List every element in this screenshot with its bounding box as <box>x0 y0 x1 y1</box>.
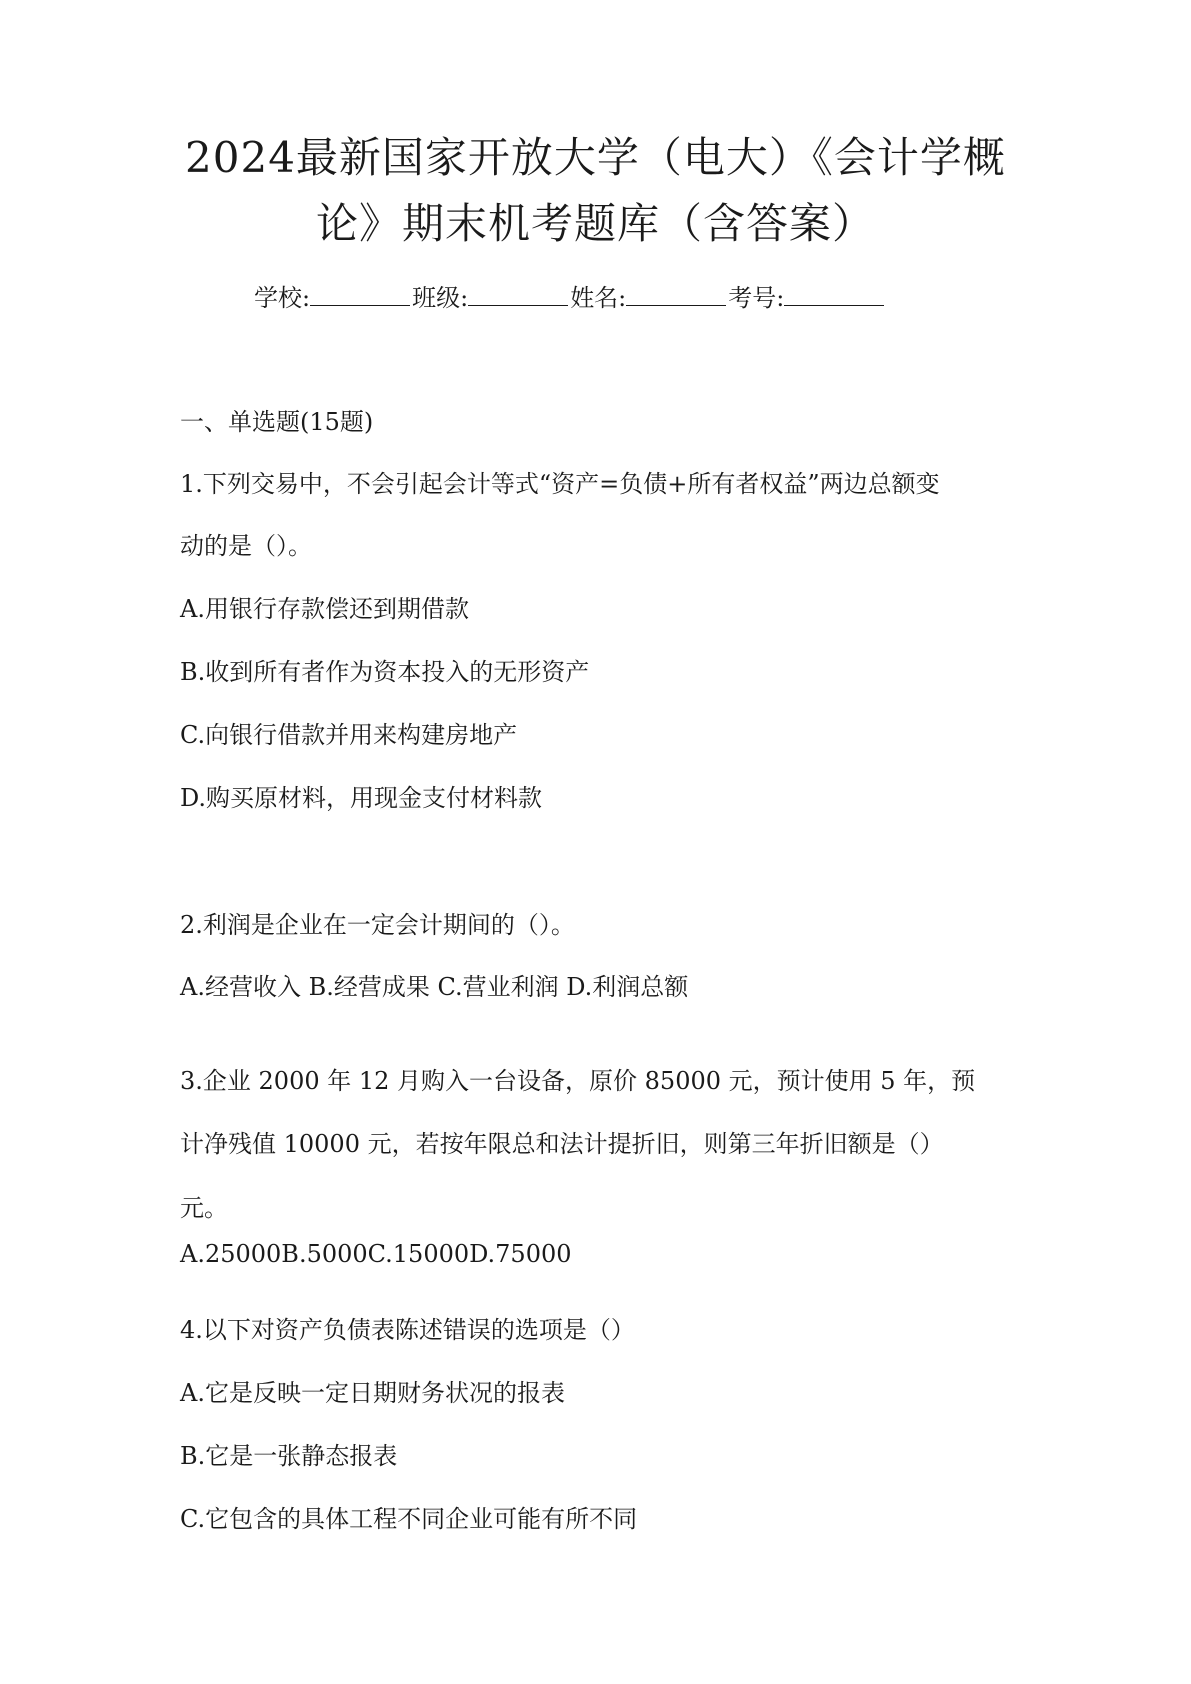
question-2-options: A.经营收入 B.经营成果 C.营业利润 D.利润总额 <box>180 973 689 1001</box>
name-blank[interactable] <box>626 279 726 306</box>
question-3-options: A.25000B.5000C.15000D.75000 <box>180 1240 572 1268</box>
question-1-option-a: A.用银行存款偿还到期借款 <box>180 595 469 623</box>
question-3-stem-line-1: 3.企业 2000 年 12 月购入一台设备，原价 85000 元，预计使用 5 年，预 <box>180 1067 976 1095</box>
question-4-stem: 4.以下对资产负债表陈述错误的选项是（） <box>180 1316 635 1344</box>
exam-no-label: 考号: <box>728 284 785 312</box>
question-3-stem-line-3: 元。 <box>180 1194 228 1222</box>
question-4-option-b: B.它是一张静态报表 <box>180 1442 398 1470</box>
exam-no-blank[interactable] <box>784 279 884 306</box>
student-info-row <box>254 279 954 315</box>
document-title-line-2: 论》期末机考题库（含答案） <box>315 199 875 248</box>
question-1-option-b: B.收到所有者作为资本投入的无形资产 <box>180 658 590 686</box>
class-label: 班级: <box>412 284 469 312</box>
question-3-stem-line-2: 计净残值 10000 元，若按年限总和法计提折旧，则第三年折旧额是（） <box>180 1130 944 1158</box>
class-blank[interactable] <box>468 279 568 306</box>
name-label: 姓名: <box>570 284 627 312</box>
question-1-stem-line-1: 1.下列交易中，不会引起会计等式“资产=负债+所有者权益”两边总额变 <box>180 470 940 498</box>
school-label: 学校: <box>254 284 311 312</box>
document-title-line-1: 2024最新国家开放大学（电大）《会计学概 <box>185 133 1006 182</box>
question-2-stem: 2.利润是企业在一定会计期间的（）。 <box>180 911 575 939</box>
question-4-option-a: A.它是反映一定日期财务状况的报表 <box>180 1379 565 1407</box>
question-1-option-d: D.购买原材料，用现金支付材料款 <box>180 784 543 812</box>
school-blank[interactable] <box>310 279 410 306</box>
question-1-stem-line-2: 动的是（）。 <box>180 532 312 560</box>
question-4-option-c: C.它包含的具体工程不同企业可能有所不同 <box>180 1505 638 1533</box>
section-heading: 一、单选题(15题) <box>180 408 374 436</box>
question-1-option-c: C.向银行借款并用来构建房地产 <box>180 721 518 749</box>
